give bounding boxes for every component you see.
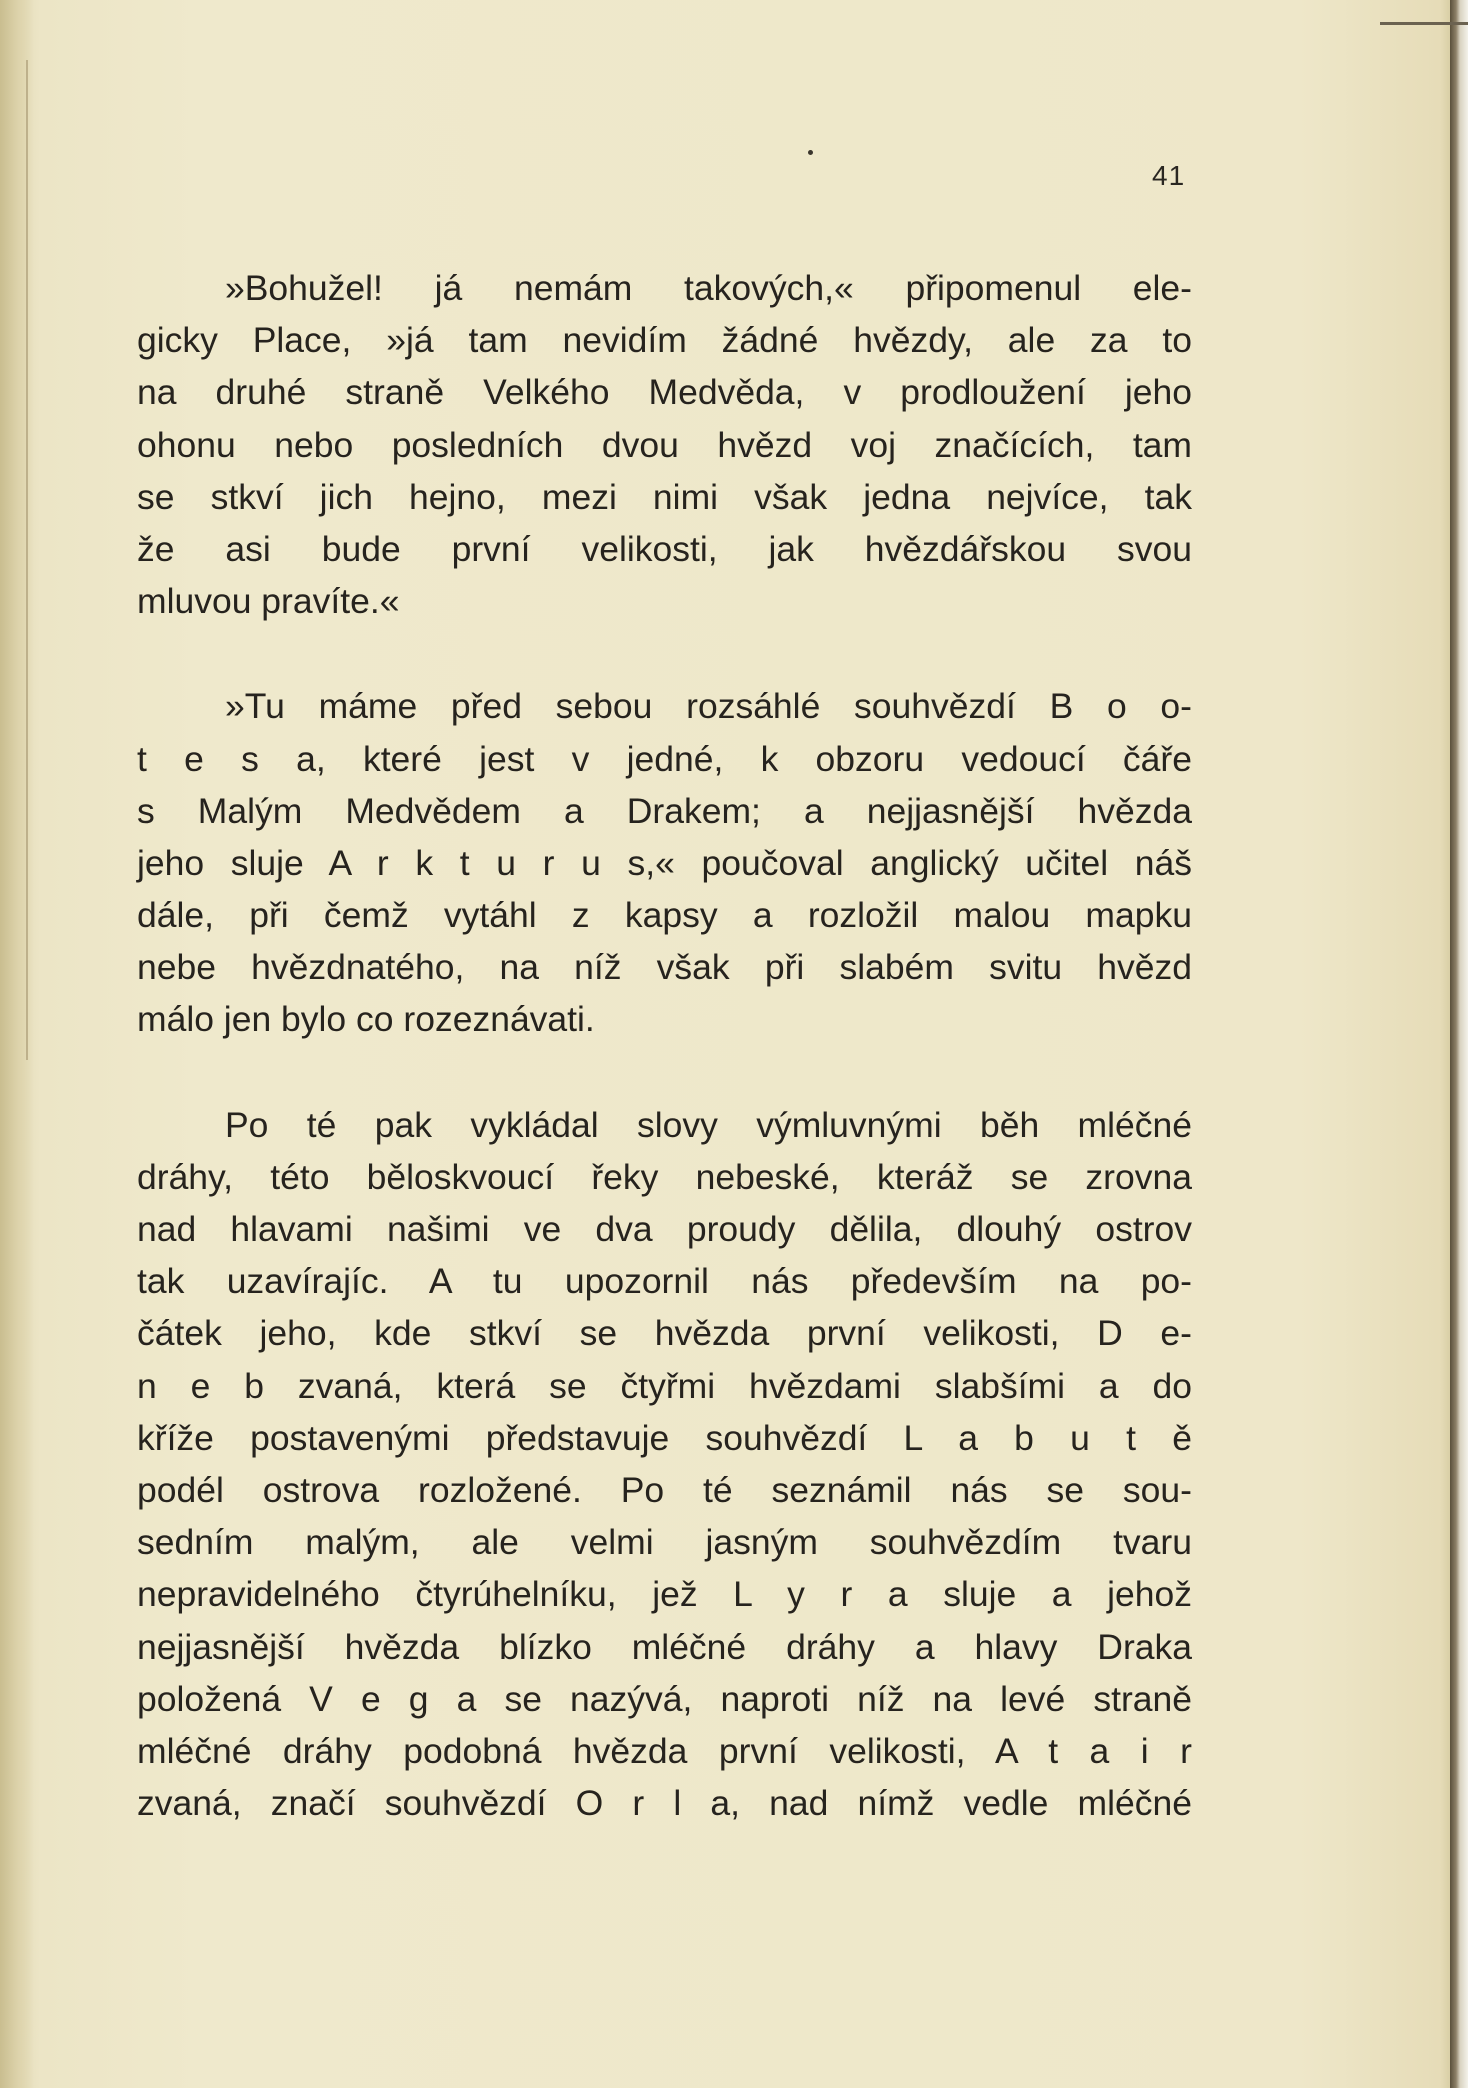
text-line: Po té pak vykládal slovy výmluvnými běh mléčné	[225, 1104, 1192, 1145]
text-line: n e b zvaná, která se čtyřmi hvězdami slabšími a do	[137, 1365, 1192, 1406]
page-edge-top	[1380, 22, 1468, 25]
paragraph-2	[137, 680, 1192, 1045]
text-line: dále, při čemž vytáhl z kapsy a rozložil malou mapku	[137, 895, 1192, 936]
text-line: nebe hvězdnatého, na níž však při slabém svitu hvězd	[137, 947, 1192, 988]
text-line: jeho sluje A r k t u r u s,« poučoval anglický učitel náš	[137, 842, 1192, 883]
text-line: tak uzavírajíc. A tu upozornil nás především na po-	[137, 1261, 1192, 1302]
text-line: mluvou pravíte.«	[137, 581, 400, 622]
text-line: čátek jeho, kde stkví se hvězda první velikosti, D e-	[137, 1313, 1192, 1354]
text-line: položená V e g a se nazývá, naproti níž na levé straně	[137, 1678, 1192, 1719]
text-line: nepravidelného čtyrúhelníku, jež L y r a sluje a jehož	[137, 1574, 1192, 1615]
page-edge-right	[1450, 0, 1468, 2088]
page-number: 41	[1152, 160, 1186, 191]
text-line: nejjasnější hvězda blízko mléčné dráhy a hlavy Draka	[137, 1626, 1192, 1667]
text-line: ohonu nebo posledních dvou hvězd voj značících, tam	[137, 424, 1192, 465]
text-line: kříže postavenými představuje souhvězdí L a b u t ě	[137, 1417, 1192, 1458]
text-line: dráhy, této běloskvoucí řeky nebeské, kteráž se zrovna	[137, 1156, 1192, 1197]
text-line: podél ostrova rozložené. Po té seznámil nás se sou-	[137, 1469, 1192, 1510]
text-line: s Malým Medvědem a Drakem; a nejjasnější hvězda	[137, 790, 1192, 831]
paragraph-3	[137, 1099, 1192, 1830]
text-line: na druhé straně Velkého Medvěda, v prodloužení jeho	[137, 372, 1192, 413]
gutter-line	[26, 60, 28, 1060]
page-gutter-shadow	[0, 0, 34, 2088]
text-line: se stkví jich hejno, mezi nimi však jedna nejvíce, tak	[137, 476, 1192, 517]
text-line: sedním malým, ale velmi jasným souhvězdím tvaru	[137, 1522, 1192, 1563]
text-line: »Tu máme před sebou rozsáhlé souhvězdí B o o-	[225, 686, 1192, 727]
text-line: zvaná, značí souhvězdí O r l a, nad nímž vedle mléčné	[137, 1783, 1192, 1824]
body-text	[137, 262, 1192, 1882]
text-line: »Bohužel! já nemám takových,« připomenul ele-	[225, 268, 1192, 308]
text-line: mléčné dráhy podobná hvězda první velikosti, A t a i r	[137, 1730, 1192, 1771]
ink-speck	[808, 150, 813, 155]
text-line: gicky Place, »já tam nevidím žádné hvězdy, ale za to	[137, 320, 1192, 361]
text-line: t e s a, které jest v jedné, k obzoru vedoucí čáře	[137, 738, 1192, 779]
text-line: že asi bude první velikosti, jak hvězdářskou svou	[137, 528, 1192, 569]
paragraph-1	[137, 262, 1192, 627]
text-line: nad hlavami našimi ve dva proudy dělila, dlouhý ostrov	[137, 1209, 1192, 1249]
text-line: málo jen bylo co rozeznávati.	[137, 999, 595, 1040]
